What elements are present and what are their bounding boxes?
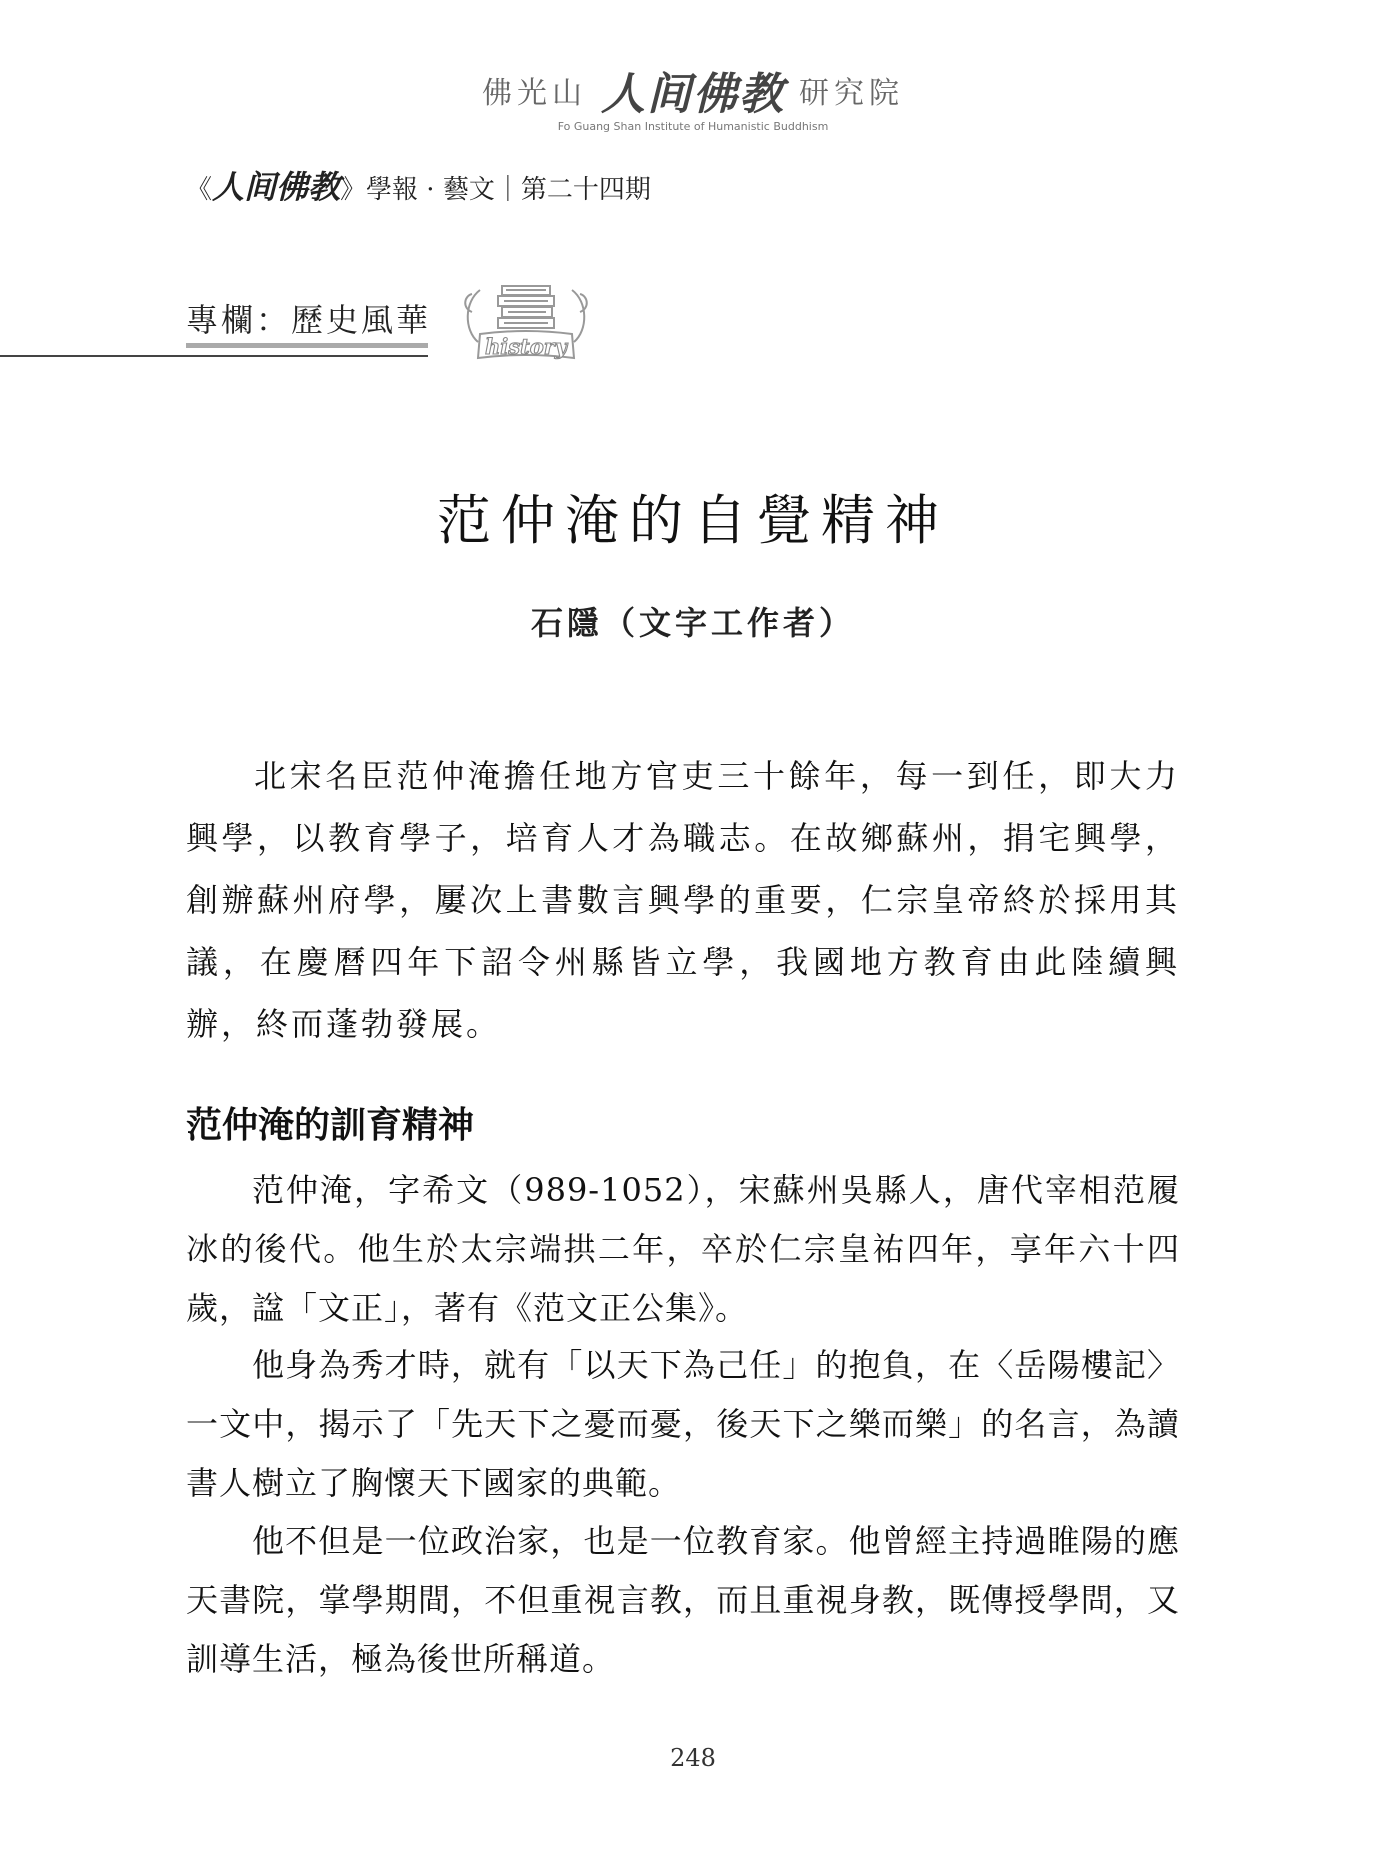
body-paragraph-2: 他身為秀才時，就有「以天下為己任」的抱負，在〈岳陽樓記〉一文中，揭示了「先天下之憂而憂，後天下之樂而樂」的名言，為讀書人樹立了胸懷天下國家的典範。 <box>186 1346 1180 1502</box>
page-number: 248 <box>670 1744 716 1772</box>
section-heading: 范仲淹的訓育精神 <box>186 1105 475 1146</box>
running-header <box>186 162 651 208</box>
running-header-issue: 》學報 · 藝文｜第二十四期 <box>340 175 651 205</box>
body-paragraph-1: 范仲淹，字希文（989-1052），宋蘇州吳縣人，唐代宰相范履冰的後代。他生於太宗端拱二年，卒於仁宗皇祐四年，享年六十四歲，諡「文正」，著有《范文正公集》。 <box>186 1171 1180 1327</box>
masthead <box>0 58 1386 133</box>
column-label: 專欄：歷史風華 <box>186 301 432 339</box>
masthead-logo: 人间佛教 <box>601 69 785 120</box>
history-label: history <box>484 334 568 359</box>
intro-paragraph: 北宋名臣范仲淹擔任地方官吏三十餘年，每一到任，即大力興學，以教育學子，培育人才為職志。在故鄉蘇州，捐宅興學，創辦蘇州府學，屢次上書數言興學的重要，仁宗皇帝終於採用其議，在慶曆四年下詔令州縣皆立學，我國地方教育由此陸續興辦，終而蓬勃發展。 <box>186 757 1180 1043</box>
article-author: 石隱（文字工作者） <box>530 604 855 642</box>
running-header-journal: 人间佛教 <box>212 168 341 206</box>
body-paragraph-3: 他不但是一位政治家，也是一位教育家。他曾經主持過睢陽的應天書院，掌學期間，不但重視言教，而且重視身教，既傳授學問，又訓導生活，極為後世所稱道。 <box>186 1522 1180 1678</box>
article-title: 范仲淹的自覺精神 <box>437 489 949 552</box>
masthead-right: 研究院 <box>799 76 904 111</box>
history-books-icon <box>458 272 594 368</box>
masthead-left: 佛光山 <box>482 76 587 111</box>
masthead-english: Fo Guang Shan Institute of Humanistic Buddhism <box>557 120 829 133</box>
column-rule <box>0 355 428 357</box>
running-header-open: 《 <box>186 175 213 205</box>
column-underline <box>186 343 428 348</box>
